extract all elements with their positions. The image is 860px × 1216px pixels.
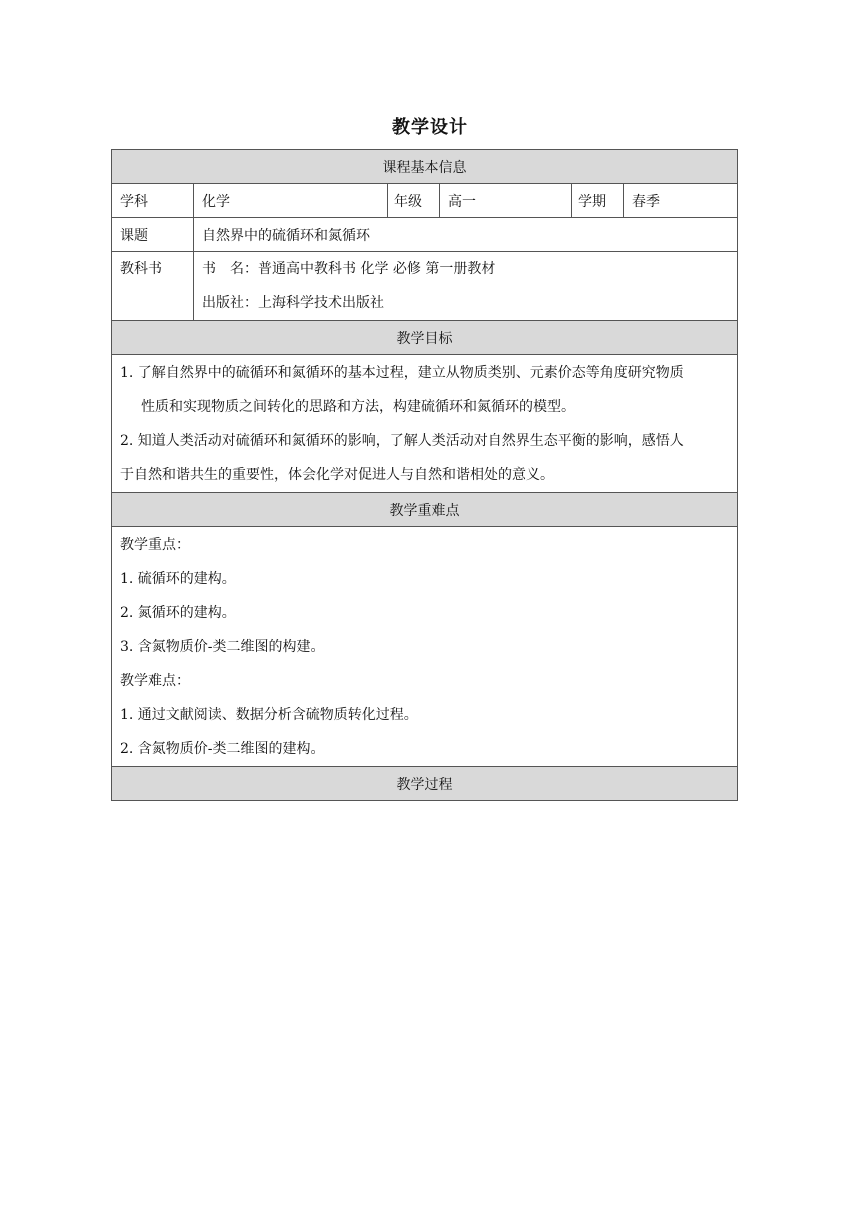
objectives-header: 教学目标 xyxy=(112,321,738,355)
lesson-design-table xyxy=(111,149,738,801)
subject-label: 学科 xyxy=(112,184,194,218)
objective-2-line-1: 2. 知道人类活动对硫循环和氮循环的影响，了解人类活动对自然界生态平衡的影响，感悟人 xyxy=(120,433,684,449)
process-header: 教学过程 xyxy=(112,767,738,801)
focus-item: 2. 氮循环的建构。 xyxy=(120,605,236,621)
difficulty-item: 1. 通过文献阅读、数据分析含硫物质转化过程。 xyxy=(120,707,418,723)
objective-2-line-2: 于自然和谐共生的重要性，体会化学对促进人与自然和谐相处的意义。 xyxy=(120,467,554,483)
objective-1-line-1: 1. 了解自然界中的硫循环和氮循环的基本过程，建立从物质类别、元素价态等角度研究物质 xyxy=(120,365,684,381)
textbook-info xyxy=(194,252,738,321)
objective-1-line-2: 性质和实现物质之间转化的思路和方法，构建硫循环和氮循环的模型。 xyxy=(141,399,575,415)
textbook-label: 教科书 xyxy=(112,252,194,321)
key-points-header: 教学重难点 xyxy=(112,493,738,527)
textbook-name-line: 书 名：普通高中教科书 化学 必修 第一册教材 xyxy=(202,261,496,277)
topic-value: 自然界中的硫循环和氮循环 xyxy=(194,218,738,252)
key-points-content xyxy=(112,527,738,767)
page-title: 教学设计 xyxy=(392,117,468,138)
difficulty-item: 2. 含氮物质价-类二维图的建构。 xyxy=(120,741,325,757)
term-value: 春季 xyxy=(624,184,738,218)
focus-item: 1. 硫循环的建构。 xyxy=(120,571,236,587)
textbook-publisher-line: 出版社：上海科学技术出版社 xyxy=(202,295,384,311)
topic-label: 课题 xyxy=(112,218,194,252)
objectives-content xyxy=(112,355,738,493)
basic-info-header: 课程基本信息 xyxy=(112,150,738,184)
term-label: 学期 xyxy=(572,184,624,218)
focus-label: 教学重点： xyxy=(120,537,190,553)
focus-item: 3. 含氮物质价-类二维图的构建。 xyxy=(120,639,325,655)
grade-value: 高一 xyxy=(440,184,572,218)
grade-label: 年级 xyxy=(388,184,440,218)
difficulty-label: 教学难点： xyxy=(120,673,190,689)
subject-value: 化学 xyxy=(194,184,388,218)
